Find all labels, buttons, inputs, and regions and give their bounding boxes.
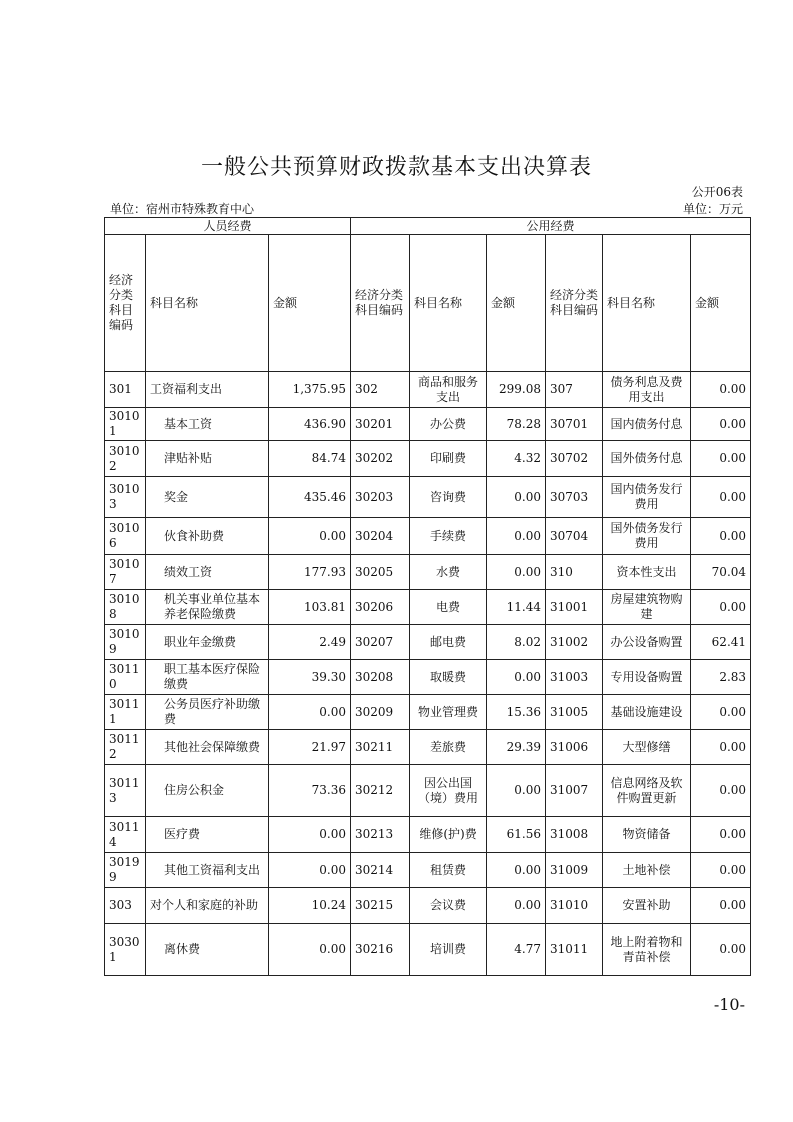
amount-cell: 2.49 — [269, 625, 351, 660]
name-cell: 培训费 — [410, 924, 487, 976]
amount-cell: 8.02 — [487, 625, 546, 660]
code-cell: 30214 — [351, 853, 410, 888]
code-cell: 302 — [351, 372, 410, 408]
name-cell: 资本性支出 — [603, 555, 691, 590]
name-cell: 印刷费 — [410, 441, 487, 477]
name-cell: 医疗费 — [146, 817, 269, 853]
code-cell: 30203 — [351, 477, 410, 518]
amount-cell: 0.00 — [487, 477, 546, 518]
code-cell: 30112 — [105, 730, 146, 765]
name-cell: 物资储备 — [603, 817, 691, 853]
name-cell: 其他工资福利支出 — [146, 853, 269, 888]
table-row — [105, 695, 751, 730]
amount-cell: 1,375.95 — [269, 372, 351, 408]
name-cell: 工资福利支出 — [146, 372, 269, 408]
name-cell: 津贴补贴 — [146, 441, 269, 477]
code-cell: 30216 — [351, 924, 410, 976]
column-header-row — [105, 235, 751, 372]
name-cell: 维修(护)费 — [410, 817, 487, 853]
code-cell: 307 — [546, 372, 603, 408]
amount-cell: 0.00 — [691, 924, 751, 976]
amount-cell: 0.00 — [691, 408, 751, 441]
code-cell: 30208 — [351, 660, 410, 695]
amount-cell: 0.00 — [691, 590, 751, 625]
amount-cell: 299.08 — [487, 372, 546, 408]
page-title: 一般公共预算财政拨款基本支出决算表 — [200, 155, 592, 180]
unit-money: 单位：万元 — [682, 202, 743, 216]
amount-cell: 0.00 — [487, 660, 546, 695]
code-cell: 30201 — [351, 408, 410, 441]
code-cell: 310 — [546, 555, 603, 590]
amount-cell: 70.04 — [691, 555, 751, 590]
code-cell: 31008 — [546, 817, 603, 853]
group-public: 公用经费 — [351, 218, 751, 235]
amount-cell: 0.00 — [691, 765, 751, 817]
code-cell: 30702 — [546, 441, 603, 477]
name-cell: 国外债务发行费用 — [603, 518, 691, 555]
amount-cell: 0.00 — [487, 853, 546, 888]
name-cell: 机关事业单位基本养老保险缴费 — [146, 590, 269, 625]
code-cell: 30113 — [105, 765, 146, 817]
code-cell: 30204 — [351, 518, 410, 555]
code-cell: 30209 — [351, 695, 410, 730]
amount-cell: 0.00 — [691, 888, 751, 924]
amount-cell: 0.00 — [269, 518, 351, 555]
amount-cell: 0.00 — [691, 477, 751, 518]
code-cell: 30205 — [351, 555, 410, 590]
name-cell: 会议费 — [410, 888, 487, 924]
code-cell: 30107 — [105, 555, 146, 590]
name-cell: 离休费 — [146, 924, 269, 976]
name-cell: 国外债务付息 — [603, 441, 691, 477]
table-row — [105, 660, 751, 695]
group-personnel: 人员经费 — [105, 218, 351, 235]
table-body — [105, 372, 751, 976]
table-row — [105, 408, 751, 441]
group-header-row — [105, 218, 751, 235]
table-row — [105, 590, 751, 625]
code-cell: 30207 — [351, 625, 410, 660]
code-cell: 30212 — [351, 765, 410, 817]
code-cell: 30301 — [105, 924, 146, 976]
header-h-amount: 金额 — [691, 235, 751, 372]
code-cell: 30114 — [105, 817, 146, 853]
amount-cell: 0.00 — [691, 372, 751, 408]
name-cell: 地上附着物和青苗补偿 — [603, 924, 691, 976]
amount-cell: 435.46 — [269, 477, 351, 518]
name-cell: 其他社会保障缴费 — [146, 730, 269, 765]
table-row — [105, 888, 751, 924]
table-row — [105, 817, 751, 853]
code-cell: 30106 — [105, 518, 146, 555]
name-cell: 房屋建筑物购建 — [603, 590, 691, 625]
code-cell: 31006 — [546, 730, 603, 765]
code-cell: 31011 — [546, 924, 603, 976]
code-cell: 31002 — [546, 625, 603, 660]
amount-cell: 0.00 — [691, 817, 751, 853]
form-code: 公开06表 — [691, 185, 743, 199]
amount-cell: 0.00 — [269, 695, 351, 730]
name-cell: 物业管理费 — [410, 695, 487, 730]
name-cell: 对个人和家庭的补助 — [146, 888, 269, 924]
amount-cell: 4.77 — [487, 924, 546, 976]
code-cell: 301 — [105, 372, 146, 408]
table-row — [105, 518, 751, 555]
page-number: -10- — [713, 995, 745, 1014]
code-cell: 303 — [105, 888, 146, 924]
amount-cell: 177.93 — [269, 555, 351, 590]
code-cell: 31010 — [546, 888, 603, 924]
name-cell: 商品和服务支出 — [410, 372, 487, 408]
amount-cell: 0.00 — [691, 853, 751, 888]
table-row — [105, 765, 751, 817]
header-g-amount: 金额 — [487, 235, 546, 372]
code-cell: 30211 — [351, 730, 410, 765]
header-g-code: 经济分类科目编码 — [351, 235, 410, 372]
amount-cell: 0.00 — [269, 853, 351, 888]
name-cell: 伙食补助费 — [146, 518, 269, 555]
name-cell: 专用设备购置 — [603, 660, 691, 695]
amount-cell: 15.36 — [487, 695, 546, 730]
name-cell: 因公出国（境）费用 — [410, 765, 487, 817]
code-cell: 30109 — [105, 625, 146, 660]
code-cell: 31003 — [546, 660, 603, 695]
amount-cell: 0.00 — [269, 817, 351, 853]
code-cell: 30101 — [105, 408, 146, 441]
name-cell: 土地补偿 — [603, 853, 691, 888]
code-cell: 30704 — [546, 518, 603, 555]
name-cell: 基本工资 — [146, 408, 269, 441]
code-cell: 31007 — [546, 765, 603, 817]
amount-cell: 78.28 — [487, 408, 546, 441]
table-row — [105, 555, 751, 590]
code-cell: 30110 — [105, 660, 146, 695]
table-row — [105, 924, 751, 976]
amount-cell: 73.36 — [269, 765, 351, 817]
amount-cell: 0.00 — [691, 441, 751, 477]
code-cell: 30202 — [351, 441, 410, 477]
name-cell: 信息网络及软件购置更新 — [603, 765, 691, 817]
amount-cell: 0.00 — [487, 765, 546, 817]
table-row — [105, 625, 751, 660]
header-p-name: 科目名称 — [146, 235, 269, 372]
amount-cell: 0.00 — [487, 888, 546, 924]
amount-cell: 39.30 — [269, 660, 351, 695]
name-cell: 公务员医疗补助缴费 — [146, 695, 269, 730]
amount-cell: 10.24 — [269, 888, 351, 924]
code-cell: 31001 — [546, 590, 603, 625]
header-p-amount: 金额 — [269, 235, 351, 372]
code-cell: 30206 — [351, 590, 410, 625]
name-cell: 差旅费 — [410, 730, 487, 765]
amount-cell: 0.00 — [691, 695, 751, 730]
expenditure-table — [104, 217, 751, 976]
name-cell: 职业年金缴费 — [146, 625, 269, 660]
amount-cell: 4.32 — [487, 441, 546, 477]
header-g-name: 科目名称 — [410, 235, 487, 372]
name-cell: 绩效工资 — [146, 555, 269, 590]
code-cell: 30213 — [351, 817, 410, 853]
code-cell: 31009 — [546, 853, 603, 888]
amount-cell: 0.00 — [487, 518, 546, 555]
table-row — [105, 441, 751, 477]
header-p-code: 经济分类科目编码 — [105, 235, 146, 372]
name-cell: 办公设备购置 — [603, 625, 691, 660]
name-cell: 咨询费 — [410, 477, 487, 518]
code-cell: 30215 — [351, 888, 410, 924]
name-cell: 大型修缮 — [603, 730, 691, 765]
name-cell: 债务利息及费用支出 — [603, 372, 691, 408]
amount-cell: 103.81 — [269, 590, 351, 625]
name-cell: 水费 — [410, 555, 487, 590]
name-cell: 基础设施建设 — [603, 695, 691, 730]
amount-cell: 62.41 — [691, 625, 751, 660]
code-cell: 30703 — [546, 477, 603, 518]
table-row — [105, 730, 751, 765]
amount-cell: 21.97 — [269, 730, 351, 765]
name-cell: 邮电费 — [410, 625, 487, 660]
name-cell: 安置补助 — [603, 888, 691, 924]
name-cell: 住房公积金 — [146, 765, 269, 817]
table-row — [105, 853, 751, 888]
header-h-name: 科目名称 — [603, 235, 691, 372]
name-cell: 职工基本医疗保险缴费 — [146, 660, 269, 695]
code-cell: 30701 — [546, 408, 603, 441]
amount-cell: 2.83 — [691, 660, 751, 695]
unit-line — [110, 200, 743, 217]
name-cell: 国内债务付息 — [603, 408, 691, 441]
name-cell: 办公费 — [410, 408, 487, 441]
amount-cell: 436.90 — [269, 408, 351, 441]
name-cell: 手续费 — [410, 518, 487, 555]
name-cell: 取暖费 — [410, 660, 487, 695]
code-cell: 30111 — [105, 695, 146, 730]
amount-cell: 29.39 — [487, 730, 546, 765]
amount-cell: 84.74 — [269, 441, 351, 477]
code-cell: 31005 — [546, 695, 603, 730]
table-row — [105, 372, 751, 408]
header-h-code: 经济分类科目编码 — [546, 235, 603, 372]
code-cell: 30103 — [105, 477, 146, 518]
amount-cell: 0.00 — [691, 518, 751, 555]
code-cell: 30108 — [105, 590, 146, 625]
table-row — [105, 477, 751, 518]
name-cell: 奖金 — [146, 477, 269, 518]
code-cell: 30102 — [105, 441, 146, 477]
name-cell: 国内债务发行费用 — [603, 477, 691, 518]
unit-org: 单位：宿州市特殊教育中心 — [110, 202, 255, 216]
amount-cell: 0.00 — [487, 555, 546, 590]
name-cell: 电费 — [410, 590, 487, 625]
amount-cell: 0.00 — [691, 730, 751, 765]
amount-cell: 0.00 — [269, 924, 351, 976]
amount-cell: 61.56 — [487, 817, 546, 853]
code-cell: 30199 — [105, 853, 146, 888]
amount-cell: 11.44 — [487, 590, 546, 625]
name-cell: 租赁费 — [410, 853, 487, 888]
